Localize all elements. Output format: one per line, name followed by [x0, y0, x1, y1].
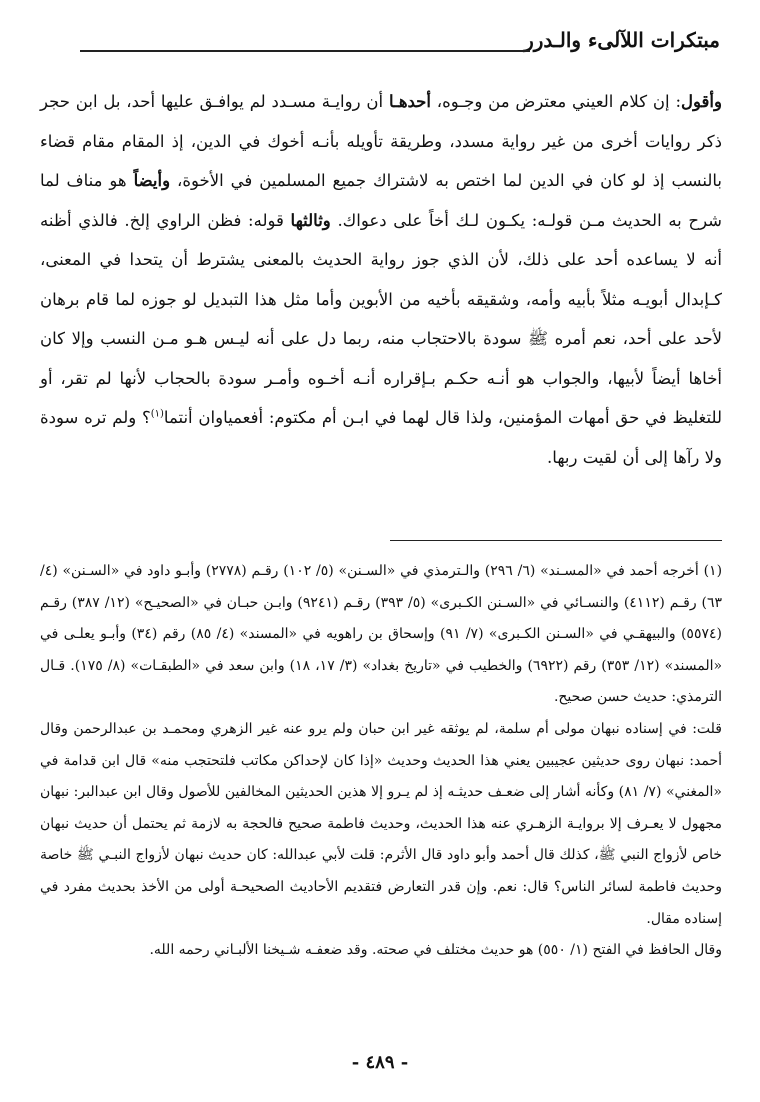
first-point: أحدهـا	[388, 92, 431, 111]
text-run: قوله: فظن الراوي إلخ. فالذي أظنه أنه لا يساعده أحد على ذلك، لأن الذي جوز رواية الحديث بالمعنى يشترط أن يتحدا في المعنى، كـإبدال أبويـه مثلاً بأبيه وأمه، وشقيقه بأخيه من الأبوين وأما مثل هذا التبديل لو جوزه لما قام برهان لأحد على أحد، نعم أمره ﷺ سودة بالاحتجاب منه، ربما دل على أنه ليـس هـو مـن النسب وإلا كان أخاها أيضاً لأبيها، والجواب هو أنـه حكـم بـإقراره أنـه أخـوه وأمـر سودة بالحجاب لأنها لم تقر، أو للتغليظ في حق أمهات المؤمنين، ولذا قال لهما في ابـن أم مكتوم: أفعمياوان أنتما	[40, 210, 722, 427]
book-title: مبتكرات اللآلىء والـدرر	[524, 28, 720, 52]
text-run: أن روايـة مسـدد لم يوافـق عليها أحد، بل ابن حجر ذكر روايات أخرى من غير رواية مسدد، وطريقة تأويله بأنـه أخوك في الدين، إذ المقام مقام قضاء بالنسب إذ لو كان في الدين لما اختص به لاشتراك جميع المسلمين في الأخوة،	[40, 92, 722, 190]
header-rule	[80, 50, 530, 52]
footnote-1: (١) أخرجه أحمد في «المسـند» (٦/ ٢٩٦) والـترمذي في «السـنن» (٥/ ١٠٢) رقـم (٢٧٧٨) وأبـو داود في «السـنن» (٤/ ٦٣) رقـم (٤١١٢) والنسـائي في «السـنن الكـبرى» (٥/ ٣٩٣) رقـم (٩٢٤١) وابـن حبـان في «الصحيـح» (١٢/ ٣٨٧) رقـم (٥٥٧٤) والبيهقـي في «السـنن الكـبرى» (٧/ ٩١) وإسحاق بن راهويه في «المسند» (٤/ ٨٥) رقم (٣٤) وأبـو يعلـى في «المسند» (١٢/ ٣٥٣) رقم (٦٩٢٢) والخطيب في «تاريخ بغداد» (٣/ ١٧، ١٨) وابن سعد في «الطبقـات» (٨/ ١٧٥). قـال الترمذي: حديث حسن صحيح.	[40, 563, 723, 706]
text-run: : إن كلام العيني معترض من وجـوه،	[430, 92, 682, 111]
footnote-ref[interactable]: (١)	[150, 408, 164, 420]
main-text	[40, 82, 722, 477]
text-run: هو مناف لما شرح به الحديث مـن قولـه: يكـون لـك أخاً على دعواك.	[40, 171, 723, 230]
running-header	[80, 28, 720, 58]
lead-word: وأقول	[681, 92, 722, 111]
footnote-separator	[390, 540, 722, 541]
second-point: وأيضاً	[133, 171, 171, 190]
footnote-comment: قلت: في إسناده نبهان مولى أم سلمة، لم يوثقه غير ابن حبان ولم يرو عنه غير الزهري ومحمـد بن عبدالرحمن وقال أحمد: نبهان روى حديثين عجيبين يعني هذا الحديث وحديث «إذا كان لإحداكن مكاتب فلتحتجب منه» قال ابن قدامة في «المغني» (٧/ ٨١) وكأنه أشار إلى ضعـف حديثـه إذ لم يـرو إلا هذين الحديثين المخالفين للأصول وقال ابن عبدالبر: نبهان مجهول لا يعـرف إلا بروايـة الزهـري عنه هذا الحديث، وحديث فاطمة صحيح فالحجة به لازمة ثم يحتمل أن حديث نبهان خاص لأزواج النبي ﷺ، كذلك قال أحمد وأبو داود قال الأثرم: قلت لأبي عبدالله: كان حديث نبهان لأزواج النبـي ﷺ خاصة وحديث فاطمة لسائر الناس؟ قال: نعم. وإن قدر التعارض فتقديم الأحاديث الصحيحـة أولى من الأخذ بحديث مفرد في إسناده مقال.	[40, 720, 722, 927]
page-number: - ٤٨٩ -	[351, 1052, 409, 1073]
third-point: وثالثها	[290, 210, 331, 230]
main-paragraph	[40, 82, 722, 477]
footnotes	[40, 556, 722, 967]
text-run: ؟ ولم تره سودة ولا رآها إلى أن لقيت ربها.	[40, 408, 722, 467]
footnote-hafiz: وقال الحافظ في الفتح (١/ ٥٥٠) هو حديث مختلف في صحته. وقد ضعفـه شـيخنا الألبـاني رحمه الله.	[149, 942, 722, 959]
